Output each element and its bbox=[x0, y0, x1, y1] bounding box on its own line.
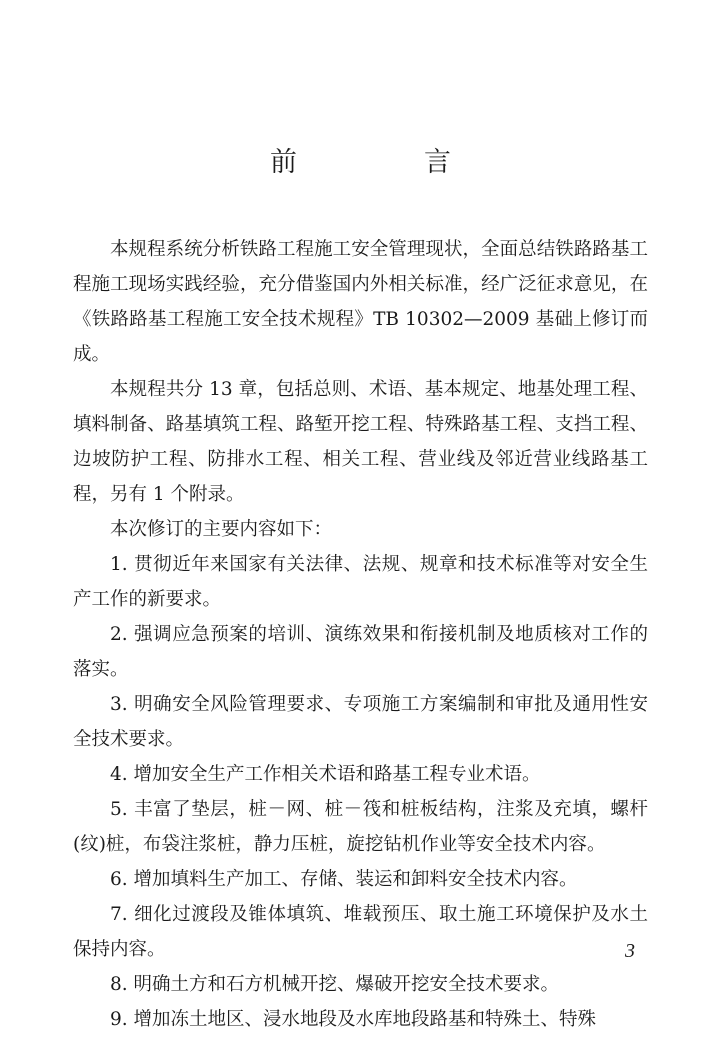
list-item-9: 9. 增加冻土地区、浸水地段及水库地段路基和特殊土、特殊 bbox=[110, 1009, 597, 1030]
body-text bbox=[73, 232, 648, 1037]
paragraph-1: 本规程系统分析铁路工程施工安全管理现状，全面总结铁路路基工程施工现场实践经验，充分借鉴国内外相关标准，经广泛征求意见，在《铁路路基工程施工安全技术规程》TB 10302—2009 基础上修订而成。 bbox=[73, 239, 648, 365]
list-item-1: 1. 贯彻近年来国家有关法律、法规、规章和技术标准等对安全生产工作的新要求。 bbox=[73, 554, 648, 610]
list-item-7: 7. 细化过渡段及锥体填筑、堆载预压、取土施工环境保护及水土保持内容。 bbox=[73, 904, 648, 960]
paragraph-3: 本次修订的主要内容如下： bbox=[110, 519, 333, 540]
list-item-2: 2. 强调应急预案的培训、演练效果和衔接机制及地质核对工作的落实。 bbox=[73, 624, 648, 680]
list-item-5: 5. 丰富了垫层，桩－网、桩－筏和桩板结构，注浆及充填，螺杆(纹)桩，布袋注浆桩，静力压桩，旋挖钻机作业等安全技术内容。 bbox=[73, 799, 648, 855]
page-number: 3 bbox=[625, 940, 635, 962]
paragraph-2: 本规程共分 13 章，包括总则、术语、基本规定、地基处理工程、填料制备、路基填筑工程、路堑开挖工程、特殊路基工程、支挡工程、边坡防护工程、防排水工程、相关工程、营业线及邻近营业线路基工程，另有 1 个附录。 bbox=[73, 379, 648, 505]
list-item-3: 3. 明确安全风险管理要求、专项施工方案编制和审批及通用性安全技术要求。 bbox=[73, 694, 648, 750]
page-title: 前 言 bbox=[270, 147, 501, 178]
list-item-6: 6. 增加填料生产加工、存储、装运和卸料安全技术内容。 bbox=[110, 869, 578, 890]
list-item-4: 4. 增加安全生产工作相关术语和路基工程专业术语。 bbox=[110, 764, 541, 785]
list-item-8: 8. 明确土方和石方机械开挖、爆破开挖安全技术要求。 bbox=[110, 974, 560, 995]
